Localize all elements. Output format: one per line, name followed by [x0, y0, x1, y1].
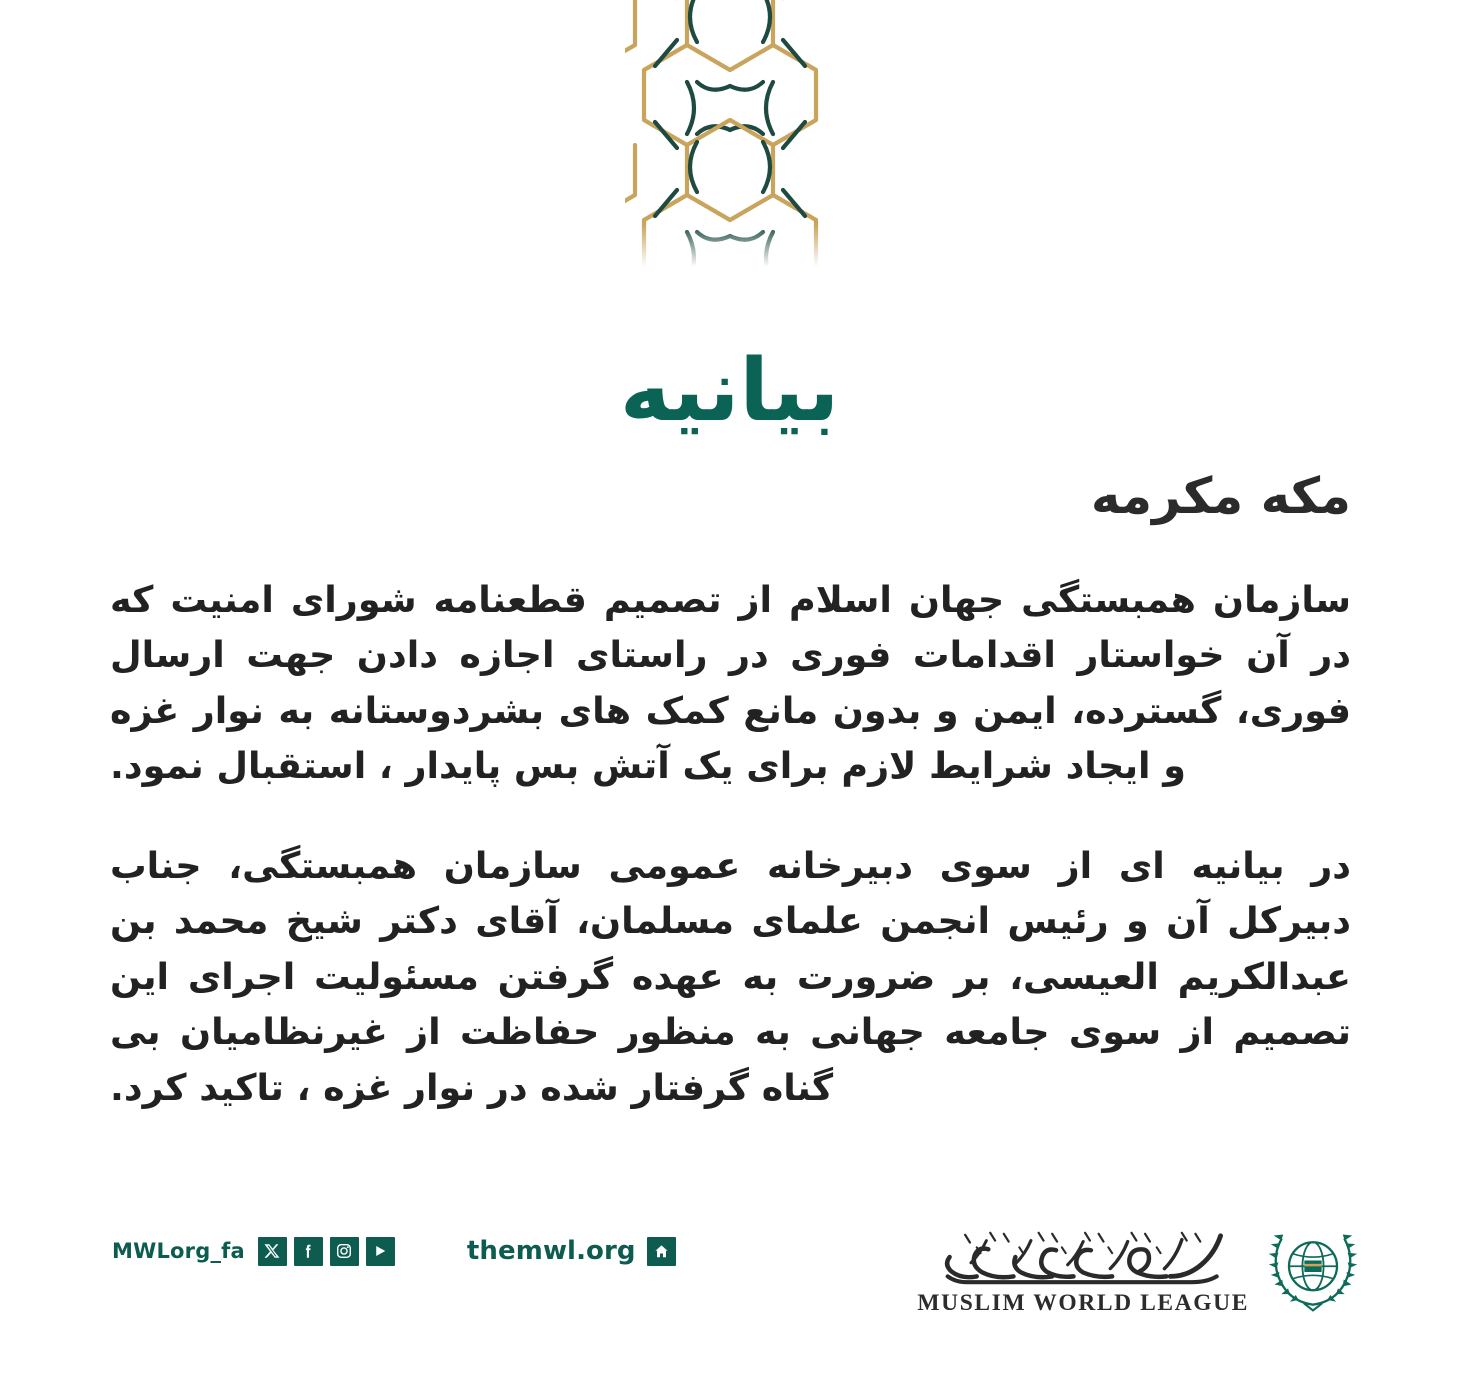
ornament-fade — [625, 224, 835, 276]
footer-links — [112, 1236, 676, 1266]
footer — [0, 1228, 1459, 1338]
mwl-logo — [917, 1224, 1361, 1320]
website-url[interactable]: themwl.org — [466, 1236, 636, 1266]
social-icon-row — [258, 1237, 395, 1266]
x-twitter-icon[interactable] — [258, 1237, 287, 1266]
geometric-ornament — [625, 0, 835, 276]
mwl-logo-text — [917, 1228, 1249, 1317]
facebook-icon[interactable] — [294, 1237, 323, 1266]
mwl-arabic-calligraphy — [938, 1228, 1228, 1288]
website-group[interactable] — [467, 1236, 676, 1266]
mwl-english-name: MUSLIM WORLD LEAGUE — [917, 1289, 1249, 1316]
instagram-icon[interactable] — [330, 1237, 359, 1266]
statement-paragraph-2: در بیانیه ای از سوی دبیرخانه عمومی سازمان همبستگی، جناب دبیرکل آن و رئیس انجمن علمای مسلمان، آقای دکتر شیخ محمد بن عبدالکریم العیسی، بر ضرورت به عهده گرفتن مسئولیت اجرای این تصمیم از سوی جامعه جهانی به منظور حفاظت از غیرنظامیان بی گناه گرفتار شده در نوار غزه ، تاکید کرد. — [110, 843, 1351, 1109]
content-body — [110, 466, 1351, 1115]
dateline-location: مکه مکرمه — [1090, 467, 1351, 525]
globe-laurel-kaaba-emblem — [1265, 1224, 1361, 1320]
social-handle: MWLorg_fa — [112, 1239, 245, 1263]
youtube-icon[interactable] — [366, 1237, 395, 1266]
page-title: بیانیه — [619, 340, 840, 441]
statement-paragraph-1: سازمان همبستگی جهان اسلام از تصمیم قطعنامه شورای امنیت که در آن خواستار اقدامات فوری در راستای اجازه دادن جهت ارسال فوری، گسترده، ایمن و بدون مانع کمک های بشردوستانه به نوار غزه و ایجاد شرایط لازم برای یک آتش بس پایدار ، استقبال نمود. — [110, 578, 1351, 788]
home-icon[interactable] — [647, 1237, 676, 1266]
